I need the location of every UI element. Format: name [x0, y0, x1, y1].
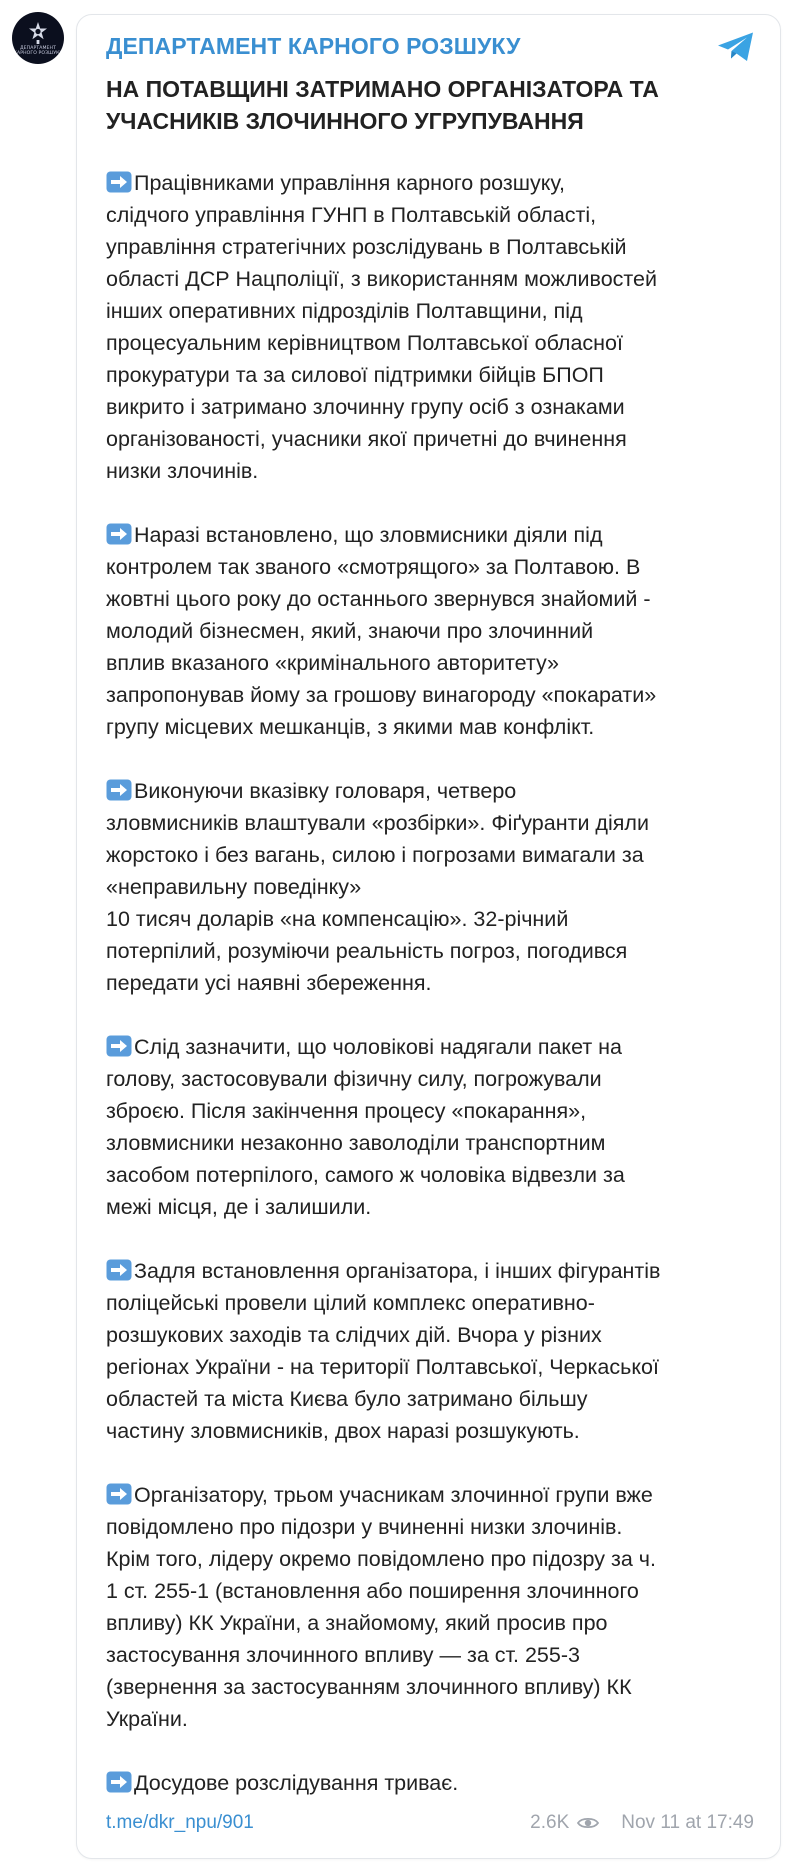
paragraph-line	[106, 1607, 761, 1639]
post-paragraph	[106, 1479, 761, 1735]
right-arrow-emoji-icon	[106, 171, 132, 193]
line-text: низки злочинів.	[106, 459, 259, 483]
line-text: поліцейські провели цілий комплекс оперативно-	[106, 1291, 595, 1315]
paragraph-line	[106, 1575, 761, 1607]
paragraph-line	[106, 1255, 761, 1287]
line-text: 10 тисяч доларів «на компенсацію». 32-річний	[106, 907, 569, 931]
paragraph-line	[106, 263, 761, 295]
paragraph-line	[106, 807, 761, 839]
post-date: Nov 11 at 17:49	[621, 1812, 754, 1833]
line-text: 1 ст. 255-1 (встановлення або поширення злочинного	[106, 1579, 639, 1603]
line-text: зброєю. Після закінчення процесу «покарання»,	[106, 1099, 587, 1123]
line-text: розшукових заходів та слідчих дій. Вчора у різних	[106, 1323, 602, 1347]
right-arrow-emoji-icon	[106, 779, 132, 801]
line-text: України.	[106, 1707, 188, 1731]
paragraph-line	[106, 1159, 761, 1191]
paragraph-line	[106, 1703, 761, 1735]
line-text: повідомлено про підозри у вчиненні низки злочинів.	[106, 1515, 623, 1539]
line-text: засобом потерпілого, самого ж чоловіка відвезли за	[106, 1163, 625, 1187]
paragraph-line	[106, 167, 761, 199]
line-text: Досудове розслідування триває.	[134, 1771, 459, 1795]
paragraph-line	[106, 615, 761, 647]
line-text: частину зловмисників, двох наразі розшукують.	[106, 1419, 580, 1443]
line-text: вплив вказаного «кримінального авторитету»	[106, 651, 559, 675]
paragraph-line	[106, 1095, 761, 1127]
paragraph-line	[106, 1767, 761, 1799]
right-arrow-emoji-icon	[106, 1035, 132, 1057]
paragraph-line	[106, 1063, 761, 1095]
channel-name[interactable]: ДЕПАРТАМЕНТ КАРНОГО РОЗШУКУ	[106, 33, 521, 59]
paragraph-line	[106, 1479, 761, 1511]
paragraph-line	[106, 295, 761, 327]
line-text: групу місцевих мешканців, з якими мав конфлікт.	[106, 715, 595, 739]
post-paragraph	[106, 519, 761, 743]
line-text: зловмисники незаконно заволоділи транспортним	[106, 1131, 606, 1155]
line-text: жорстоко і без вагань, силою і погрозами вимагали за	[106, 843, 644, 867]
paragraph-line	[106, 1127, 761, 1159]
post-paragraph	[106, 1255, 761, 1447]
line-text: Задля встановлення організатора, і інших фігурантів	[134, 1259, 661, 1283]
paragraph-line	[106, 839, 761, 871]
line-text: (звернення за застосуванням злочинного впливу) КК	[106, 1675, 632, 1699]
line-text: Виконуючи вказівку головаря, четверо	[134, 779, 517, 803]
paragraph-line	[106, 647, 761, 679]
paragraph-line	[106, 679, 761, 711]
line-text: застосування злочинного впливу — за ст. 255-3	[106, 1643, 580, 1667]
right-arrow-emoji-icon	[106, 523, 132, 545]
right-arrow-emoji-icon	[106, 1259, 132, 1281]
paragraph-line	[106, 1543, 761, 1575]
paragraph-line	[106, 551, 761, 583]
post-meta	[530, 1812, 754, 1834]
right-arrow-emoji-icon	[106, 1771, 132, 1793]
paragraph-line	[106, 327, 761, 359]
line-text: слідчого управління ГУНП в Полтавській області,	[106, 203, 597, 227]
paragraph-line	[106, 1351, 761, 1383]
paragraph-line	[106, 1511, 761, 1543]
paragraph-line	[106, 1031, 761, 1063]
paragraph-line	[106, 423, 761, 455]
line-text: Крім того, лідеру окремо повідомлено про підозру за ч.	[106, 1547, 656, 1571]
line-text: Наразі встановлено, що зловмисники діяли під	[134, 523, 603, 547]
paragraph-line	[106, 1639, 761, 1671]
line-text: зловмисників влаштували «розбірки». Фіґуранти діяли	[106, 811, 649, 835]
paragraph-line	[106, 1191, 761, 1223]
paragraph-line	[106, 199, 761, 231]
police-star-icon	[27, 21, 49, 45]
paragraph-line	[106, 1383, 761, 1415]
paragraph-line	[106, 903, 761, 935]
post-card	[76, 14, 781, 1859]
telegram-icon[interactable]	[716, 31, 756, 63]
line-text: інших оперативних підрозділів Полтавщини, під	[106, 299, 583, 323]
post-paragraph	[106, 1767, 761, 1799]
line-text: контролем так званого «смотрящого» за Полтавою. В	[106, 555, 641, 579]
line-text: голову, застосовували фізичну силу, погрожували	[106, 1067, 602, 1091]
line-text: областей та міста Києва було затримано більшу	[106, 1387, 588, 1411]
paragraph-line	[106, 967, 761, 999]
line-text: регіонах України - на території Полтавської, Черкаської	[106, 1355, 659, 1379]
paragraph-line	[106, 231, 761, 263]
line-text: молодий бізнесмен, який, знаючи про злочинний	[106, 619, 594, 643]
line-text: передати усі наявні збереження.	[106, 971, 432, 995]
post-body	[106, 167, 761, 1799]
paragraph-line	[106, 455, 761, 487]
paragraph-line	[106, 1415, 761, 1447]
post-link[interactable]: t.me/dkr_npu/901	[106, 1812, 254, 1833]
line-text: жовтні цього року до останнього звернувся знайомий -	[106, 587, 651, 611]
line-text: управління стратегічних розслідувань в Полтавській	[106, 235, 627, 259]
paragraph-line	[106, 935, 761, 967]
paragraph-line	[106, 519, 761, 551]
avatar-caption: ДЕПАРТАМЕНТ КАРНОГО РОЗШУКУ	[13, 45, 63, 56]
line-text: запропонував йому за грошову винагороду «покарати»	[106, 683, 657, 707]
view-count: 2.6K	[530, 1812, 570, 1833]
line-text: прокуратури та за силової підтримки бійців БПОП	[106, 363, 604, 387]
eye-icon	[577, 1816, 599, 1830]
post-title: НА ПОТАВЩИНІ ЗАТРИМАНО ОРГАНІЗАТОРА ТА УЧАСНИКІВ ЗЛОЧИННОГО УГРУПУВАННЯ	[106, 76, 659, 134]
line-text: процесуальним керівництвом Полтавської обласної	[106, 331, 623, 355]
line-text: впливу) КК України, а знайомому, який просив про	[106, 1611, 608, 1635]
post-paragraph	[106, 1031, 761, 1223]
post-footer	[106, 1812, 754, 1840]
line-text: організованості, учасники якої причетні до вчинення	[106, 427, 627, 451]
line-text: потерпілий, розуміючи реальність погроз, погодився	[106, 939, 628, 963]
paragraph-line	[106, 711, 761, 743]
right-arrow-emoji-icon	[106, 1483, 132, 1505]
paragraph-line	[106, 871, 761, 903]
channel-avatar[interactable]	[12, 12, 64, 64]
paragraph-line	[106, 1319, 761, 1351]
post-paragraph	[106, 167, 761, 487]
paragraph-line	[106, 1287, 761, 1319]
line-text: межі місця, де і залишили.	[106, 1195, 372, 1219]
line-text: Організатору, трьом учасникам злочинної групи вже	[134, 1483, 653, 1507]
paragraph-line	[106, 359, 761, 391]
paragraph-line	[106, 391, 761, 423]
paragraph-line	[106, 775, 761, 807]
post-paragraph	[106, 775, 761, 999]
line-text: «неправильну поведінку»	[106, 875, 362, 899]
line-text: Слід зазначити, що чоловікові надягали пакет на	[134, 1035, 622, 1059]
paragraph-line	[106, 1671, 761, 1703]
paragraph-line	[106, 583, 761, 615]
line-text: Працівниками управління карного розшуку,	[134, 171, 565, 195]
line-text: викрито і затримано злочинну групу осіб з ознаками	[106, 395, 625, 419]
line-text: області ДСР Нацполіції, з використанням можливостей	[106, 267, 658, 291]
